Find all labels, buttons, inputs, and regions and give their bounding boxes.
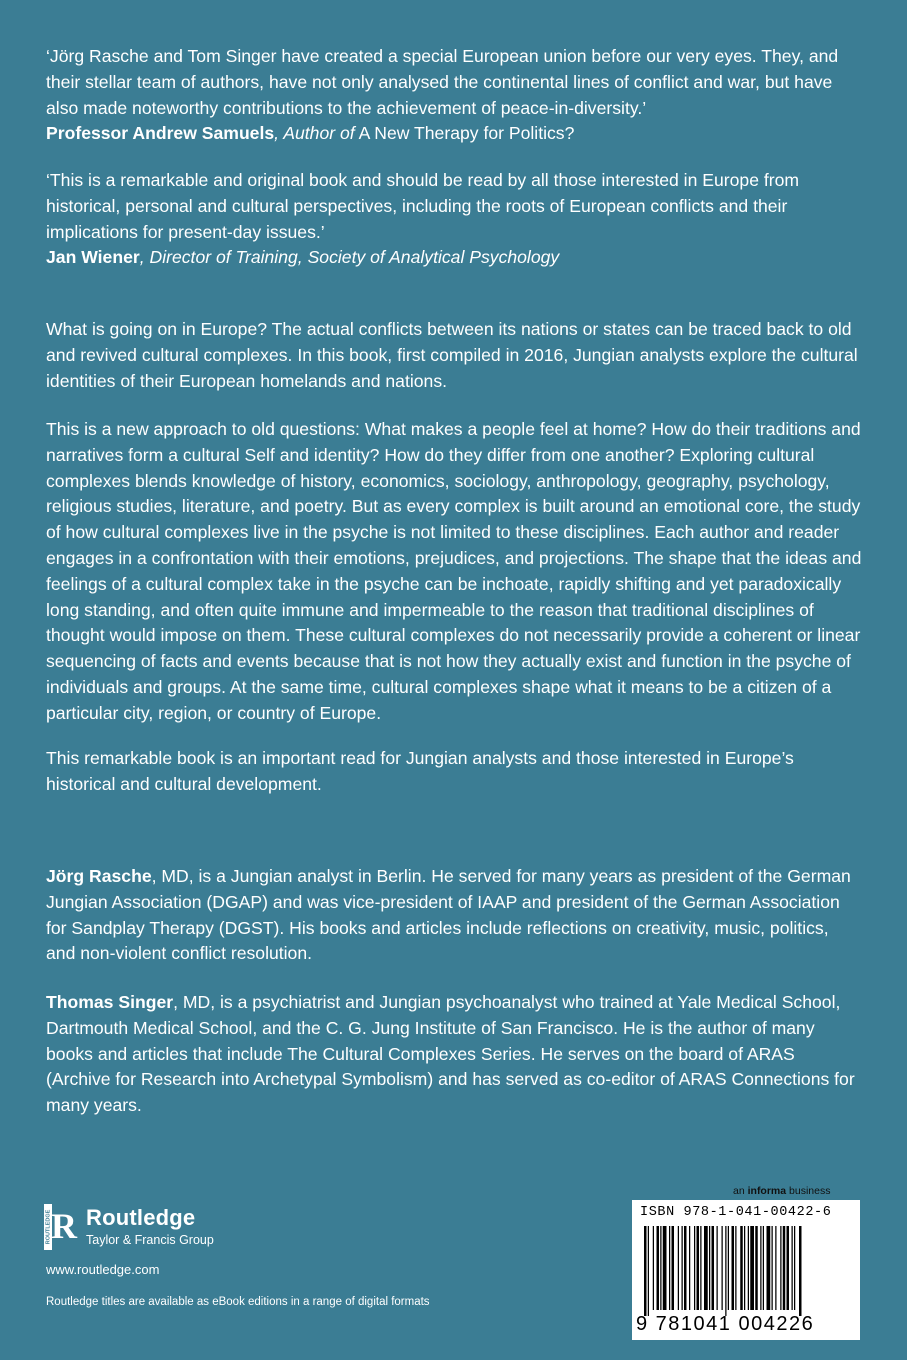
barcode-digits: 9 781041 004226 xyxy=(636,1313,815,1335)
barcode-bar xyxy=(657,1226,660,1310)
quote-attribution xyxy=(46,245,862,271)
barcode-bar xyxy=(735,1226,736,1310)
endorsement-quote xyxy=(46,44,862,147)
editor-bio xyxy=(46,864,862,967)
barcode-bar xyxy=(767,1226,771,1310)
publisher-logo xyxy=(44,1200,364,1260)
barcode-bar xyxy=(799,1226,802,1316)
barcode-bar xyxy=(748,1226,749,1310)
barcode-bar xyxy=(755,1226,758,1310)
barcode-bar xyxy=(709,1226,710,1310)
publisher-group: Taylor & Francis Group xyxy=(86,1233,214,1247)
barcode-bar xyxy=(772,1226,773,1310)
editor-bio-text: , MD, is a Jungian analyst in Berlin. He served for many years as president of the German Jungian Association (DGAP) and was vice-president of IAAP and president of the German Association for Sandplay Therapy (DGST). His books and articles include reflections on creativity, music, politics, and non-violent conflict resolution. xyxy=(46,866,851,964)
barcode-bar xyxy=(722,1226,723,1310)
barcode-bar xyxy=(660,1226,661,1310)
quote-attribution xyxy=(46,121,862,147)
barcode-bar xyxy=(760,1226,761,1310)
publisher-website: www.routledge.com xyxy=(46,1262,160,1277)
barcode-bar xyxy=(663,1226,667,1310)
informa-tagline: an informa business xyxy=(733,1185,831,1197)
barcode-bar xyxy=(783,1226,786,1310)
barcode-bar xyxy=(725,1226,726,1316)
barcode-bar xyxy=(697,1226,700,1310)
barcode-bar xyxy=(740,1226,743,1310)
description-paragraph: This is a new approach to old questions: What makes a people feel at home? How do their traditions and narratives form a cultural Self and identity? How do they differ from one another? Exploring cultural complexes blends knowledge of history, economics, sociology, anthropology, geography, psychology, religious studies, literature, and poetry. But as every complex is built around an emotional core, the study of how cultural complexes live in the psyche is not limited to these disciplines. Each author and reader engages in a confrontation with their emotions, prejudices, and projections. The shape that the ideas and feelings of a cultural complex take in the psyche can be inchoate, rapidly shifting and yet paradoxically long standing, and often quite immune and impermeable to the reason that traditional disciplines of thought would impose on them. These cultural complexes do not necessarily provide a coherent or linear sequencing of facts and events because that is not how they actually exist and function in the psyche of individuals and groups. At the same time, cultural complexes shape what it means to be a citizen of a particular city, region, or country of Europe. xyxy=(46,419,862,723)
quote-author: Professor Andrew Samuels xyxy=(46,123,275,144)
editor-bio-text: , MD, is a psychiatrist and Jungian psychoanalyst who trained at Yale Medical School, Dartmouth Medical School, and the C. G. Jung Institute of San Francisco. He is the author of many books and articles that include The Cultural Complexes Series. He serves on the board of ARAS (Archive for Research into Archetypal Symbolism) and has served as co-editor of ARAS Connections for many years. xyxy=(46,992,855,1116)
barcode-bar xyxy=(744,1226,745,1310)
quote-author-role: , Author of xyxy=(274,123,355,144)
barcode-bar xyxy=(792,1226,793,1310)
barcode-bar xyxy=(728,1226,729,1310)
publisher-name: Routledge xyxy=(86,1205,196,1230)
quote-author-role-extra: A New Therapy for Politics? xyxy=(354,123,575,144)
barcode-bar xyxy=(794,1226,795,1310)
barcode-bar xyxy=(672,1226,675,1310)
barcode-bar xyxy=(717,1226,718,1310)
isbn-barcode xyxy=(632,1200,860,1340)
barcode-bar xyxy=(678,1226,679,1310)
ebook-note: Routledge titles are available as eBook editions in a range of digital formats xyxy=(46,1296,430,1308)
description-paragraph: This remarkable book is an important read for Jungian analysts and those interested in Europe’s historical and cultural development. xyxy=(46,748,794,794)
barcode-bar xyxy=(700,1226,701,1310)
logo-letter: R xyxy=(51,1206,77,1246)
barcode-bar xyxy=(787,1226,790,1310)
barcode-bar xyxy=(648,1226,649,1316)
barcode-bar xyxy=(669,1226,670,1310)
barcode-bar xyxy=(689,1226,690,1310)
barcode-bar xyxy=(775,1226,776,1310)
editor-name: Thomas Singer xyxy=(46,992,174,1012)
quote-author-role: , Director of Training, Society of Analytical Psychology xyxy=(139,247,560,268)
barcode-bar xyxy=(750,1226,754,1310)
routledge-logo-icon xyxy=(44,1204,78,1250)
barcode-bar xyxy=(644,1226,647,1316)
barcode-bar xyxy=(653,1226,654,1310)
editor-name: Jörg Rasche xyxy=(46,866,152,886)
barcode-bar xyxy=(704,1226,708,1310)
barcode-bar xyxy=(684,1226,687,1310)
isbn-label: ISBN 978-1-041-00422-6 xyxy=(640,1205,832,1220)
quote-text: ‘This is a remarkable and original book and should be read by all those interested in Europe from historical, personal and cultural perspectives, including the roots of European conflicts and their implications for present-day issues.’ xyxy=(46,170,800,242)
description-paragraph: What is going on in Europe? The actual conflicts between its nations or states can be traced back to old and revived cultural complexes. In this book, first compiled in 2016, Jungian analysts explore the cultural identities of their European homelands and nations. xyxy=(46,319,858,391)
quote-author: Jan Wiener xyxy=(46,247,140,268)
barcode-bar xyxy=(780,1226,781,1310)
barcode-bars xyxy=(642,1226,850,1316)
endorsement-quote xyxy=(46,168,862,271)
barcode-bar xyxy=(694,1226,695,1310)
logo-vertical-text: ROUTLEDGE xyxy=(45,1209,52,1245)
editor-bio xyxy=(46,990,862,1119)
barcode-bar xyxy=(763,1226,764,1310)
quote-text: ‘Jörg Rasche and Tom Singer have created a special European union before our very eyes. They, and their stellar team of authors, have not only analysed the continental lines of conflict and war, but have also made noteworthy contributions to the achievement of peace-in-diversity.’ xyxy=(46,46,839,118)
barcode-bar xyxy=(732,1226,735,1310)
barcode-bar xyxy=(682,1226,683,1310)
barcode-bar xyxy=(712,1226,715,1310)
